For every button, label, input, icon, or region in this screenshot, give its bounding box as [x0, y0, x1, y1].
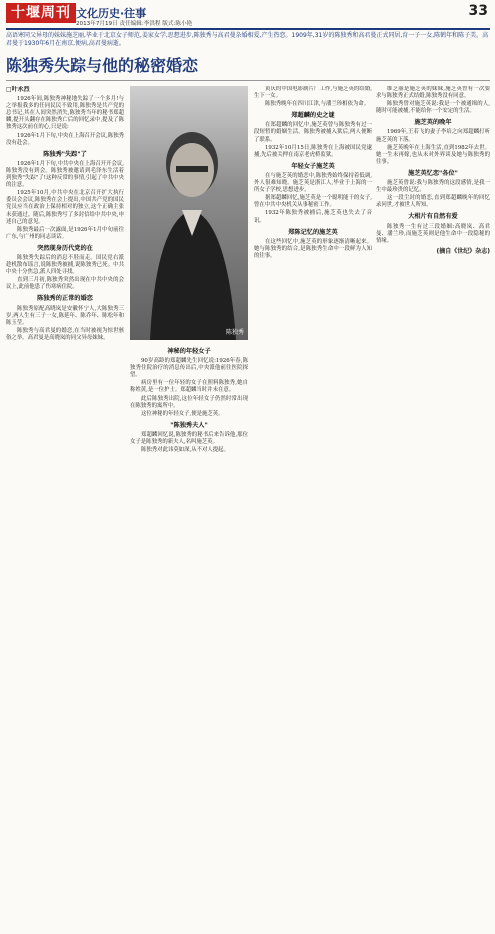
portrait-photo: [130, 86, 248, 340]
paragraph: 郑超麟回忆说,陈独秀的秘书后来告诉他,那位女子是陈独秀的新夫人,名叫施芝英。: [130, 431, 248, 446]
paragraph: 黄庆的中国电影制片厂工作,与施芝英的结婚,生下一女。: [254, 86, 372, 100]
paragraph: 1932年10月15日,陈独秀在上海被国民党逮捕,先后被关押在南京老虎桥监狱。: [254, 144, 372, 158]
subheading: 陈独秀的正常的婚恋: [37, 295, 93, 303]
source-credit: (摘自《世纪》杂志): [436, 247, 490, 255]
masthead: [6, 3, 490, 29]
paragraph: 这位神秘的年轻女子,便是施芝英。: [141, 410, 224, 417]
paragraph: 陈独秀曾对施芝英说:我是一个被通缉的人,随时可能被捕,不能给你一个安定的生活。: [376, 101, 490, 115]
author-byline: □叶永烈: [6, 86, 30, 93]
paragraph: 在与施芝英的婚恋中,陈独秀始终保持着低调,外人很难知晓。施芝英是浙江人,毕业于上海的一所女子学校,思想进步。: [254, 172, 372, 194]
subheading: 施芝英忆恋"各位": [408, 169, 458, 177]
subheading: 郑超麟的史之谜: [291, 112, 335, 120]
subheading: 郑陈记忆的施芝英: [288, 228, 338, 236]
paragraph: 在郑超麟的回忆中,施芝英曾与陈独秀有过一段短暂的婚姻生活。陈独秀被捕入狱后,两人便断了联系。: [254, 122, 372, 143]
paragraph: 陈独秀失踪后的消息不胫而走。国民党右派趁机散布谣言,说陈独秀被捕,说陈独秀已死。中共中央十分焦急,派人四处寻找。: [6, 254, 124, 276]
subheading: "陈独秀夫人": [170, 421, 208, 429]
paragraph: 陈独秀原配高晓岚是安徽怀宁人,大陈独秀三岁,两人生有三子一女,陈延年、陈乔年、陈松年和陈玉莹。: [6, 305, 124, 326]
paragraph: 直到三月初,陈独秀突然出现在中共中央的会议上,此前他患了伤寒病住院。: [6, 277, 124, 291]
page-number: 33: [468, 3, 488, 19]
subheading: 突然现身历代党的在: [37, 244, 93, 252]
paragraph: 施芝英曾说:我与陈独秀的这段感情,是我一生中最珍贵的记忆。: [376, 180, 490, 194]
paragraph: 1932年陈独秀被捕后,施芝英也失去了音讯。: [254, 210, 372, 224]
article-headline: 陈独秀失踪与他的秘密婚恋: [6, 56, 199, 75]
paragraph: 这一段尘封的婚恋,直到郑超麟晚年的回忆录问世,才被世人所知。: [376, 195, 490, 209]
paragraph: 90岁高龄的郑超麟先生回忆说:1926年春,陈独秀住院治疗的消息传出后,中央派他前往医院探望。: [130, 358, 248, 379]
paragraph: 施芝英晚年在上海生活,直到1982年去世。她一生未再嫁,也从未对外界谈及她与陈独秀的往事。: [376, 144, 490, 165]
paragraph: 此后陈独秀出院,这位年轻女子仍然时常出现在陈独秀的寓所中。: [130, 395, 248, 409]
paragraph: 1926年1月下旬,中央在上海召开会议,陈独秀没有赴会。: [6, 132, 124, 146]
paragraph: 1925年10月,中共中央在北京召开扩大执行委员会会议,陈独秀在会上提出,中国共产党的国民党员应当在政治上保持相对的独立,这个正确主张未获通过。随后,陈独秀写了多封信给中共中央,申述自己的意见。: [6, 190, 124, 225]
paragraph: 1926年1月下旬,中共中央在上海召开开会议,陈独秀没有到会。陈独秀被邀请到毛泽东生活着到独秀"失踪"了!这种反常的事情,引起了中共中央的注意。: [6, 160, 124, 189]
paragraph: 在这些回忆中,施芝英的形象逐渐清晰起来。她与陈独秀的结合,是陈独秀生命中一段鲜为人知的往事。: [254, 238, 372, 259]
paragraph: 陈独秀对此讳莫如深,从不对人提起。: [141, 447, 229, 454]
paragraph: 1926年间,陈独秀神秘地失踪了一个多月!与之举报我多的任同民民不致用,陈独秀是共产党的总书记,其在人间突然消失,陈独秀当年的秘书郑超麟,提开头翻存在陈独秀亡后的回忆录中,提及了陈独秀这次前在的心,只是说:: [6, 96, 124, 131]
paragraph: 维芝丽是施芝英的妹妹,施芝英曾有一次要求与陈独秀正式结婚,陈独秀没有同意。: [376, 86, 490, 100]
column-1: [6, 86, 124, 676]
subheading: 大相片有自然有爱: [408, 213, 458, 221]
article-intro: 高语寒同父异母的妹妹施芝丽,毕业于北京女子师范,姜家女学,思想进步,陈独秀与高君曼杂婚相爱,产生热恋。1909年,31岁的陈独秀和高君曼正式同居,育一子一女,陈鹤年和陈子美。高君曼于1930年6月在南京,便病,高君曼病逝。: [6, 32, 489, 47]
paragraph: 据郑超麟回忆,施芝英是一个聪明能干的女子,曾在中共中央机关从事秘密工作。: [254, 195, 372, 209]
paragraph: 陈独秀最后一次露面,是1926年1月中旬前往广东,与广州的同志谈话。: [6, 226, 124, 240]
subheading: 神秘的年轻女子: [167, 348, 211, 355]
paragraph: 陈独秀晚年在四川江津,与潘兰珍相依为命。: [265, 101, 370, 108]
column-3: [254, 86, 372, 676]
subheading: 年轻女子施芝英: [291, 162, 335, 170]
column-4: [376, 86, 490, 676]
paragraph: 1969年,王若飞的妻子李培之向郑超麟打听施芝英的下落。: [376, 129, 490, 143]
headline-rule: [6, 80, 490, 81]
photo-caption: 陈独秀: [225, 329, 244, 336]
paragraph: 陈独秀与高君曼的婚恋,在当时被视为惊世骇俗之举。高君曼是高晓岚的同父异母妹妹。: [6, 327, 124, 341]
paragraph: 病房里有一位年轻的女子在照料陈独秀,她自称姓黄,是一位护士。郑超麟当时并未在意。: [130, 380, 248, 394]
subheading: 陈独秀"失踪"了: [43, 150, 87, 158]
section-name: 文化历史·往事: [76, 7, 147, 20]
paragraph: 陈独秀一生有过三段婚姻:高晓岚、高君曼、潘兰珍,而施芝英则是他生命中一段隐秘的情缘。: [376, 223, 490, 244]
subheading: 施芝英的晚年: [414, 119, 452, 127]
issue-info: 2013年7月19日 责任编辑:李洪程 版式:陈小艳: [76, 21, 193, 27]
column-2: [130, 344, 248, 934]
portrait-figure: [130, 86, 248, 340]
newspaper-name: 十堰周刊: [6, 3, 76, 23]
masthead-rule: [6, 28, 490, 30]
